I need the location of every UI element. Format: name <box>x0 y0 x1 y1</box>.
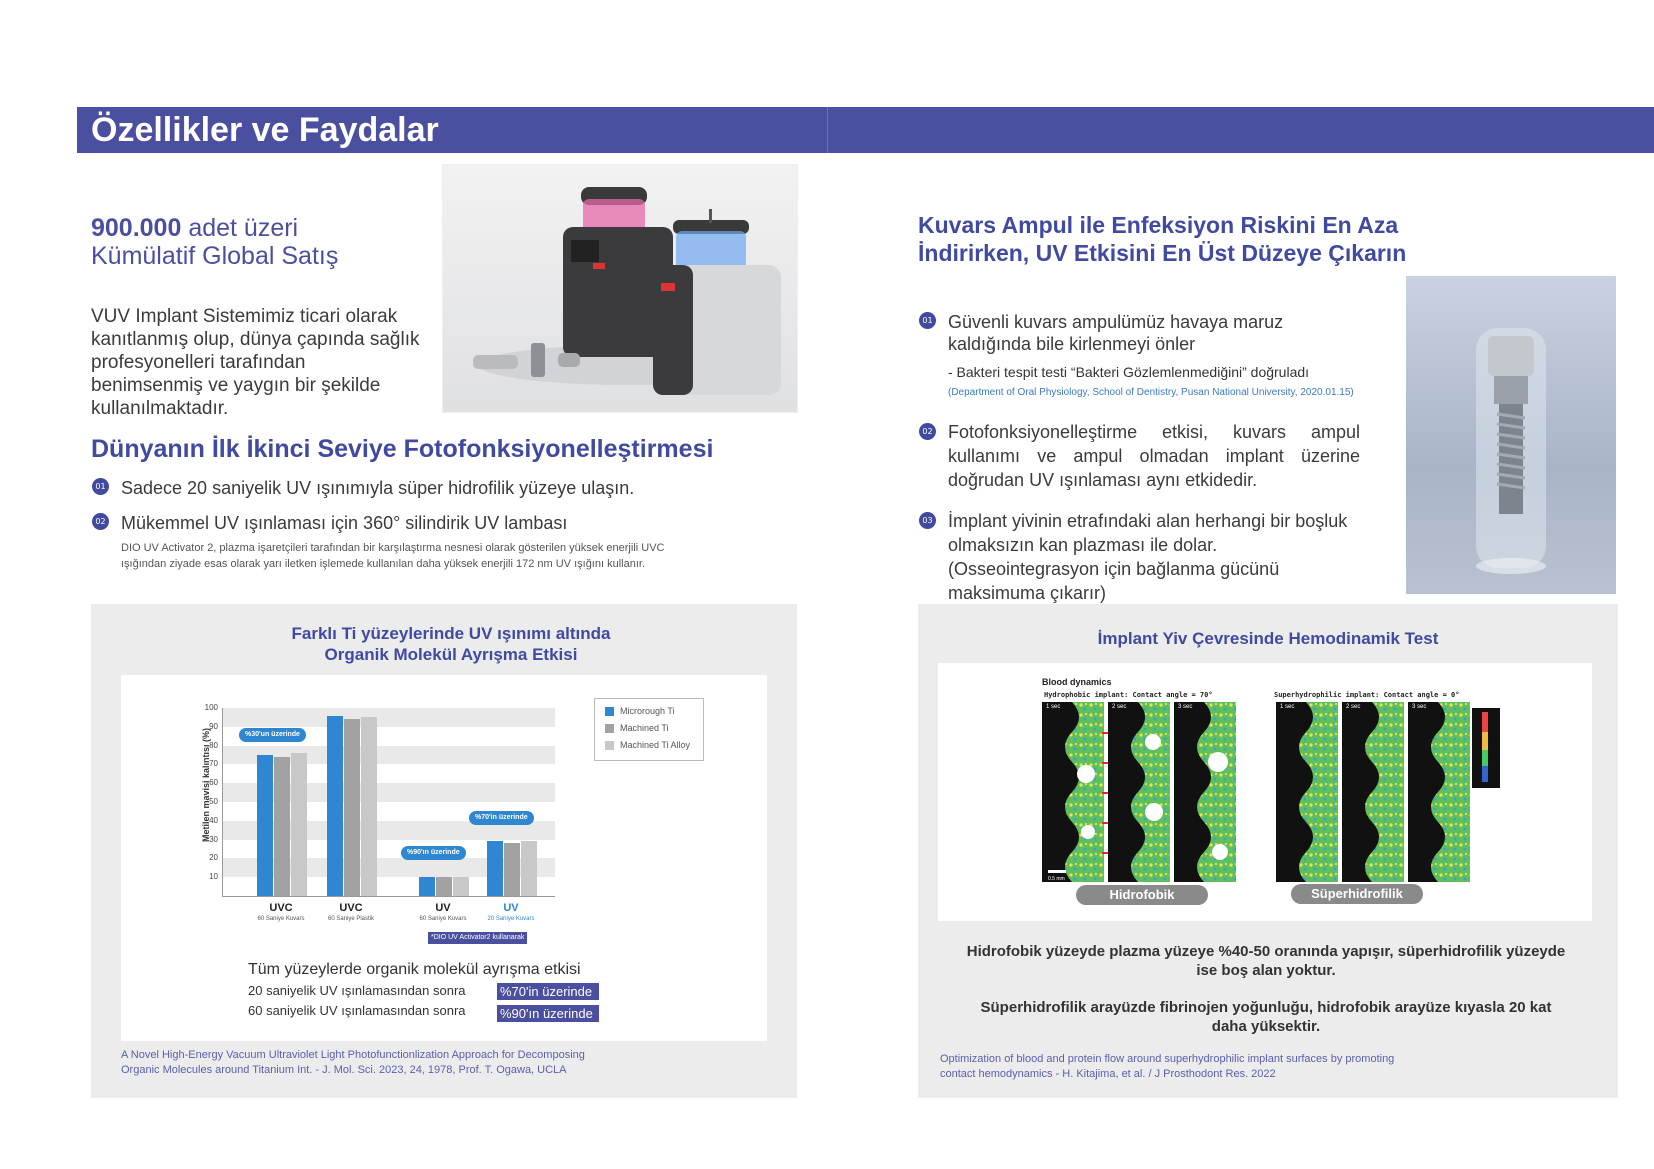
right-item-1: Güvenli kuvars ampulümüz havaya maruz kaldığında bile kirlenmeyi önler <box>948 312 1284 354</box>
bar-microrough-ti <box>419 877 435 896</box>
bar-machined-ti <box>504 843 520 896</box>
summary-row-1-value: %70'in üzerinde <box>497 983 599 1000</box>
x-category-label: UVC <box>269 902 293 914</box>
frame-label: 1 sec <box>1280 704 1295 710</box>
item-number-03: 03 <box>919 512 936 529</box>
sales-caption: Kümülatif Global Satış <box>91 242 339 270</box>
right-item-3: İmplant yivinin etrafındaki alan herhangi bir boşluk olmaksızın kan plazması ile dolar. (Osseointegrasyon için bağlanma gücünü maksimuma çıkarır) <box>948 511 1348 603</box>
intro-paragraph: VUV Implant Sistemimiz ticari olarak kanıtlanmış olup, dünya çapında sağlık profesyonelleri tarafından benimsenmiş ve yaygın bir şekilde kullanılmaktadır. <box>91 306 420 419</box>
y-tick-label: 100 <box>204 703 218 712</box>
legend-swatch <box>605 741 614 750</box>
y-tick-label: 90 <box>209 721 218 731</box>
blood-flow-frames <box>1038 702 1508 887</box>
hemodynamic-text-2: Süperhidrofilik arayüzde fibrinojen yoğunluğu, hidrofobik arayüze kıyasla 20 kat daha yüksektir. <box>980 999 1552 1035</box>
annotation-pill: %30'un üzerinde <box>239 728 306 742</box>
bar-machined-ti <box>274 757 290 896</box>
chart-panel-title-line2: Organik Molekül Ayrışma Etkisi <box>324 645 578 664</box>
annotation-pill: %70'in üzerinde <box>469 811 534 825</box>
bar-machined-ti <box>344 719 360 896</box>
legend-label: Machined Ti Alloy <box>620 740 691 750</box>
bacteria-test-ref: (Department of Oral Physiology, School of Dentistry, Pusan National University, 2020.01.15) <box>948 387 1354 398</box>
hydrophobic-caption: Hydrophobic implant: Contact angle = 70° <box>1044 691 1213 699</box>
item-number-01: 01 <box>919 312 936 329</box>
bar-machined-ti-alloy <box>521 841 537 896</box>
bar-microrough-ti <box>487 841 503 896</box>
page-title: Özellikler ve Faydalar <box>91 111 439 149</box>
summary-row-2-value: %90'ın üzerinde <box>497 1005 599 1022</box>
superhydrophilic-frames <box>1276 702 1500 882</box>
right-item-2: Fotofonksiyonelleştirme etkisi, kuvars ampul kullanımı ve ampul olmadan implant üzerine doğrudan UV ışınlaması aynı etkidedir. <box>948 422 1360 490</box>
x-category-sublabel: 60 Saniye Kuvars <box>257 916 305 922</box>
y-tick-label: 20 <box>209 853 218 863</box>
legend-item <box>605 703 703 720</box>
grid-band <box>223 708 555 727</box>
plot-area <box>222 708 555 897</box>
x-category-label: UV <box>435 902 451 914</box>
summary-row-1-label: 20 saniyelik UV ışınlamasından sonra <box>248 983 466 998</box>
hemodynamic-panel-title: İmplant Yiv Çevresinde Hemodinamik Test <box>1097 629 1439 648</box>
bar-microrough-ti <box>327 716 343 896</box>
bar-microrough-ti <box>257 755 273 896</box>
y-tick-label: 70 <box>209 759 218 769</box>
item-number-02: 02 <box>92 513 109 530</box>
chart-panel-title-line1: Farklı Ti yüzeylerinde UV ışınımı altında <box>291 624 611 643</box>
x-category-sublabel: 60 Saniye Kuvars <box>419 916 467 922</box>
sales-unit: adet üzeri <box>181 214 299 242</box>
figure-title: Blood dynamics <box>1042 677 1112 687</box>
left-item-1: Sadece 20 saniyelik UV ışınımıyla süper hidrofilik yüzeye ulaşın. <box>121 478 635 498</box>
y-tick-label: 80 <box>209 740 218 750</box>
legend-label: Microrough Ti <box>620 706 675 716</box>
sales-stat <box>91 214 338 270</box>
banner-divider <box>827 107 828 153</box>
scale-bar-label: 0.5 mm <box>1048 876 1065 882</box>
chart-legend <box>594 698 704 761</box>
summary-title: Tüm yüzeylerde organik molekül ayrışma etkisi <box>248 961 581 978</box>
right-heading <box>918 211 1406 267</box>
item-number-02: 02 <box>919 423 936 440</box>
y-axis-ticks <box>188 703 220 896</box>
chart-footnote: *DIO UV Activator2 kullanarak <box>428 932 527 944</box>
bar-machined-ti <box>436 877 452 896</box>
chart-panel-title <box>91 623 811 665</box>
y-tick-label: 30 <box>209 834 218 844</box>
frame-label: 1 sec <box>1046 704 1061 710</box>
quartz-bulb-photo <box>1406 276 1616 594</box>
superhydrophilic-caption: Superhydrophilic implant: Contact angle = 0° <box>1274 691 1460 699</box>
frame-label: 2 sec <box>1112 704 1127 710</box>
sales-number: 900.000 <box>91 214 182 242</box>
legend-item <box>605 720 703 737</box>
right-heading-line2: İndirirken, UV Etkisini En Üst Düzeye Çıkarın <box>918 240 1407 266</box>
summary-row-2-label: 60 saniyelik UV ışınlamasından sonra <box>248 1003 466 1018</box>
superhydrophilic-label: Süperhidrofilik <box>1291 884 1423 904</box>
legend-swatch <box>605 724 614 733</box>
x-category-sublabel: 20 Saniye Kuvars <box>487 916 535 922</box>
hydrophobic-label: Hidrofobik <box>1076 885 1208 905</box>
item-number-01: 01 <box>92 478 109 495</box>
product-photo <box>442 164 798 413</box>
left-item-2: Mükemmel UV ışınlaması için 360° silindirik UV lambası <box>121 513 568 533</box>
bar-machined-ti-alloy <box>361 717 377 896</box>
annotation-pill: %90'ın üzerinde <box>401 846 466 860</box>
legend-label: Machined Ti <box>620 723 669 733</box>
x-category-sublabel: 60 Saniye Plastik <box>327 916 375 922</box>
left-heading: Dünyanın İlk İkinci Seviye Fotofonksiyonelleştirmesi <box>91 435 714 463</box>
x-category-label: UVC <box>339 902 363 914</box>
frame-label: 2 sec <box>1346 704 1361 710</box>
bar-chart <box>188 700 588 950</box>
y-tick-label: 40 <box>209 815 218 825</box>
y-tick-label: 60 <box>209 778 218 788</box>
y-tick-label: 10 <box>209 872 218 882</box>
legend-item <box>605 737 703 754</box>
bar-machined-ti-alloy <box>291 753 307 896</box>
frame-label: 3 sec <box>1412 704 1427 710</box>
left-reference: A Novel High-Energy Vacuum Ultraviolet Light Photofunctionlization Approach for Decomposing Organic Molecules around Titanium Int. - J. Mol. Sci. 2023, 24, 1978, Prof. T. Ogawa, UCLA <box>121 1049 585 1076</box>
bacteria-test-note: - Bakteri tespit testi “Bakteri Gözlemlenmediğini” doğruladı <box>948 364 1310 380</box>
y-tick-label: 50 <box>209 797 218 806</box>
right-reference: Optimization of blood and protein flow around superhydrophilic implant surfaces by promoting contact hemodynamics - H. Kitajima, et al. / J Prosthodont Res. 2022 <box>940 1053 1395 1080</box>
hydrophobic-frames <box>1042 702 1236 882</box>
frame-label: 3 sec <box>1178 704 1193 710</box>
hemodynamic-text-1: Hidrofobik yüzeyde plazma yüzeye %40-50 oranında yapışır, süperhidrofilik yüzeyde ise boş alan yoktur. <box>966 943 1566 979</box>
x-category-label: UV <box>503 902 519 914</box>
right-heading-line1: Kuvars Ampul ile Enfeksiyon Riskini En Aza <box>918 212 1399 238</box>
activator-note: DIO UV Activator 2, plazma işaretçileri tarafından bir karşılaştırma nesnesi olarak gösterilen yüksek enerjili UVC ışığından ziyade esas olarak yarı iletken işlemede kullanılan daha yüksek enerjili 172 nm UV ışığını kullanır. <box>121 542 665 570</box>
legend-swatch <box>605 707 614 716</box>
bar-machined-ti-alloy <box>453 877 469 896</box>
blood-dynamics-figure <box>1038 675 1508 915</box>
chart-ylabel: Metilen mavisi kalıntısı (%) <box>201 727 211 843</box>
